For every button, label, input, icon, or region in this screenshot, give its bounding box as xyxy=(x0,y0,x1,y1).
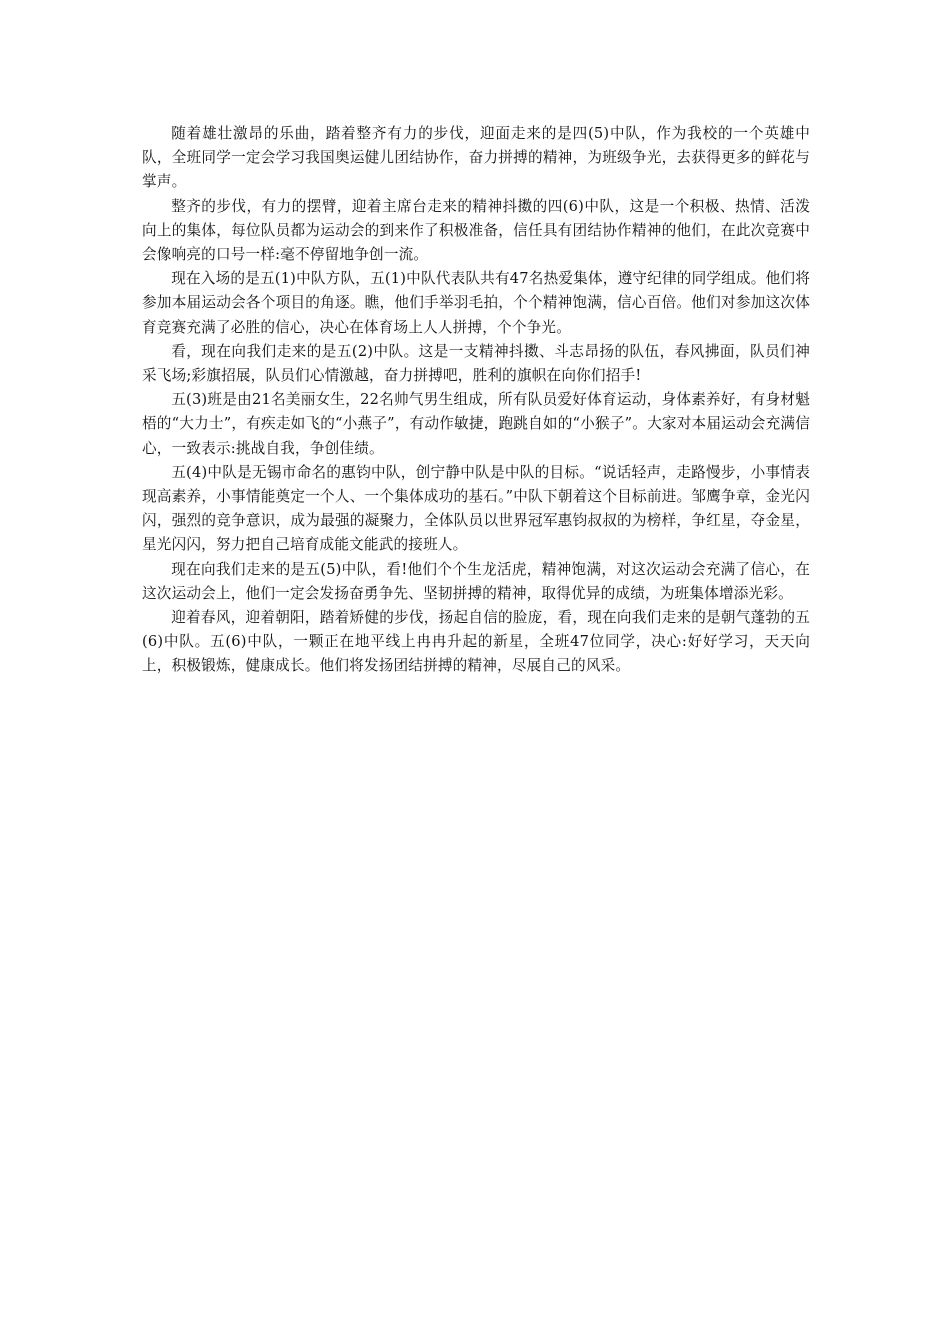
paragraph-class-5-3: 五(3)班是由21名美丽女生，22名帅气男生组成，所有队员爱好体育运动，身体素养好，有身材魁梧的“大力士”，有疾走如飞的“小燕子”，有动作敏捷，跑跳自如的“小猴子”。大家对本届运动会充满信心，一致表示:挑战自我，争创佳绩。 xyxy=(142,391,810,457)
paragraph-class-5-1: 现在入场的是五(1)中队方队，五(1)中队代表队共有47名热爱集体，遵守纪律的同学组成。他们将参加本届运动会各个项目的角逐。瞧，他们手举羽毛拍，个个精神饱满，信心百倍。他们对参加这次体育竞赛充满了必胜的信心，决心在体育场上人人拼搏，个个争光。 xyxy=(142,270,810,336)
paragraph-class-5-6: 迎着春风，迎着朝阳，踏着矫健的步伐，扬起自信的脸庞，看，现在向我们走来的是朝气蓬勃的五(6)中队。五(6)中队，一颗正在地平线上冉冉升起的新星，全班47位同学，决心:好好学习，天天向上，积极锻炼，健康成长。他们将发扬团结拼搏的精神，尽展自己的风采。 xyxy=(142,609,810,675)
paragraph-class-4-6: 整齐的步伐，有力的摆臂，迎着主席台走来的精神抖擞的四(6)中队，这是一个积极、热情、活泼向上的集体，每位队员都为运动会的到来作了积极准备，信任具有团结协作精神的他们，在此次竞赛中会像响亮的口号一样:毫不停留地争创一流。 xyxy=(142,197,810,264)
paragraph-class-5-4: 五(4)中队是无锡市命名的惠钧中队，创宁静中队是中队的目标。“说话轻声，走路慢步，小事情表现高素养，小事情能奠定一个人、一个集体成功的基石。”中队下朝着这个目标前进。邹鹰争章，金光闪闪，强烈的竞争意识，成为最强的凝聚力，全体队员以世界冠军惠钧叔叔的为榜样，争红星，夺金星，星光闪闪，努力把自己培育成能文能武的接班人。 xyxy=(142,463,810,554)
document-body xyxy=(142,122,810,679)
paragraph-class-4-5: 随着雄壮激昂的乐曲，踏着整齐有力的步伐，迎面走来的是四(5)中队，作为我校的一个英雄中队，全班同学一定会学习我国奥运健儿团结协作，奋力拼搏的精神，为班级争光，去获得更多的鲜花与掌声。 xyxy=(142,125,810,191)
paragraph-class-5-2: 看，现在向我们走来的是五(2)中队。这是一支精神抖擞、斗志昂扬的队伍，春风拂面，队员们神采飞场;彩旗招展，队员们心情激越，奋力拼搏吧，胜利的旗帜在向你们招手! xyxy=(142,342,810,385)
paragraph-class-5-5: 现在向我们走来的是五(5)中队，看!他们个个生龙活虎，精神饱满，对这次运动会充满了信心，在这次运动会上，他们一定会发扬奋勇争先、坚韧拼搏的精神，取得优异的成绩，为班集体增添光彩。 xyxy=(142,560,810,602)
